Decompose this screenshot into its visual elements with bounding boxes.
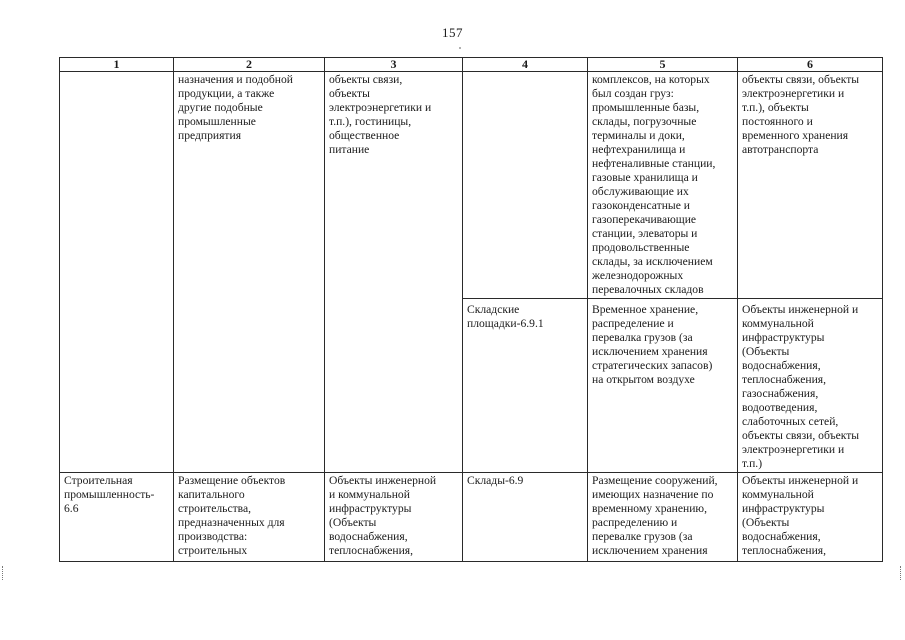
cell-continued-col2: назначения и подобной продукции, а также другие подобные промышленные предприятия — [174, 72, 325, 473]
scan-margin-mark-left — [2, 566, 5, 580]
cell-continued-col1 — [60, 72, 174, 473]
cell-warehouses-auxiliary: Объекты инженерной и коммунальной инфраструктуры (Объекты водоснабжения, теплоснабжения, — [738, 473, 883, 562]
table-row — [60, 72, 883, 299]
cell-continued-col3: объекты связи, объекты электроэнергетики и т.п.), гостиницы, общественное питание — [325, 72, 463, 473]
cell-storage-yard-auxiliary: Объекты инженерной и коммунальной инфраструктуры (Объекты водоснабжения, теплоснабжения, газоснабжения, водоотведения, слаботочных сетей, объекты связи, объекты электроэнергетики и т.п.) — [738, 299, 883, 473]
table-header-row — [60, 58, 883, 72]
cell-storage-yard-code: Складские площадки-6.9.1 — [463, 299, 588, 473]
cell-construction-industry-auxiliary: Объекты инженерной и коммунальной инфраструктуры (Объекты водоснабжения, теплоснабжения, — [325, 473, 463, 562]
header-col-6: 6 — [738, 58, 883, 72]
header-col-5: 5 — [588, 58, 738, 72]
cell-continued-col6: объекты связи, объекты электроэнергетики и т.п.), объекты постоянного и временного хранения автотранспорта — [738, 72, 883, 299]
header-col-4: 4 — [463, 58, 588, 72]
cell-continued-col4 — [463, 72, 588, 299]
scan-dot-mark — [459, 47, 461, 49]
cell-construction-industry-code: Строительная промышленность- 6.6 — [60, 473, 174, 562]
page-number: 157 — [442, 25, 463, 40]
header-col-2: 2 — [174, 58, 325, 72]
cell-warehouses-code: Склады-6.9 — [463, 473, 588, 562]
scan-margin-mark-right — [900, 566, 903, 580]
header-col-3: 3 — [325, 58, 463, 72]
land-use-table — [59, 57, 883, 562]
cell-construction-industry-description: Размещение объектов капитального строительства, предназначенных для производства: строительных — [174, 473, 325, 562]
table-row — [60, 473, 883, 562]
cell-warehouses-description: Размещение сооружений, имеющих назначение по временному хранению, распределению и перевалке грузов (за исключением хранения — [588, 473, 738, 562]
cell-storage-yard-description: Временное хранение, распределение и перевалка грузов (за исключением хранения стратегических запасов) на открытом воздухе — [588, 299, 738, 473]
cell-continued-col5: комплексов, на которых был создан груз: промышленные базы, склады, погрузочные терминалы и доки, нефтехранилища и нефтеналивные станции, газовые хранилища и обслуживающие их газоконденсатные и газоперекачивающие станции, элеваторы и продовольственные склады, за исключением железнодорожных перевалочных складов — [588, 72, 738, 299]
header-col-1: 1 — [60, 58, 174, 72]
